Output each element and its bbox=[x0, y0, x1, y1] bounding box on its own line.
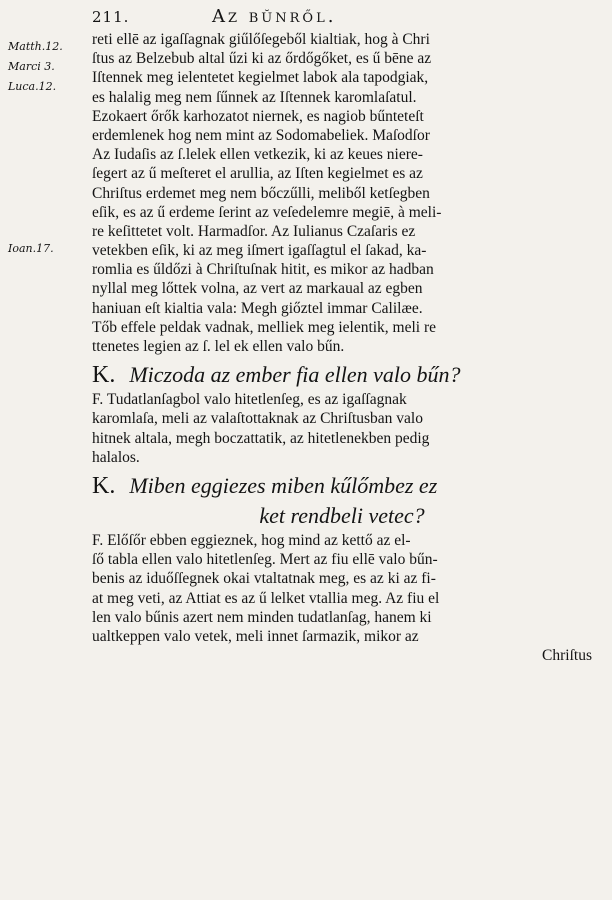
question-text: Miben eggiezes miben kűlőmbez ez bbox=[129, 472, 438, 498]
text-line: Tőb effele peldak vadnak, melliek meg ielentik, meli re bbox=[92, 318, 437, 336]
text-line: F. Előſőr ebben eggieznek, hog mind az kettő az el- bbox=[92, 531, 411, 549]
question-heading bbox=[92, 471, 592, 501]
text-line: re keſittetet volt. Harmadſor. Az Iulianus Czaſaris ez bbox=[92, 222, 416, 240]
text-line: halalos. bbox=[92, 448, 140, 466]
text-line: nyllal meg lőttek volna, az vert az markaual az egben bbox=[92, 280, 423, 298]
text-line: at meg veti, az Attiat es az ű lelket vtallia meg. Az fiu el bbox=[92, 589, 440, 607]
text-line: erdemlenek hog nem mint az Sodomabeliek. Maſodſor bbox=[92, 126, 430, 144]
text-line: ſtus az Belzebub altal űzi ki az őrdőgőket, es ű bēne az bbox=[92, 50, 432, 68]
question-letter: K. bbox=[92, 472, 116, 499]
text-line: vetekben eſik, ki az meg iſmert igaſſagtul el ſakad, ka- bbox=[92, 242, 427, 260]
question-text: ket rendbeli vetec? bbox=[259, 502, 425, 528]
paragraph bbox=[92, 30, 592, 356]
answer-paragraph bbox=[92, 390, 592, 467]
question-letter: K. bbox=[92, 362, 116, 389]
text-line: eſik, es az ű erdeme ſerint az veſedelemre megiē, à meli- bbox=[92, 203, 442, 221]
text-line: Ezokaert őrők karhozatot niernek, es nagiob bűnteteſt bbox=[92, 107, 424, 125]
text-line: hitnek altala, megh boczattatik, az hitetlenekben pedig bbox=[92, 429, 430, 447]
text-line: Az Iudaſis az ſ.lelek ellen vetkezik, ki az keues niere- bbox=[92, 146, 423, 164]
answer-paragraph bbox=[92, 531, 592, 646]
text-line: reti ellē az igaſſagnak giűlőſegeből kialtiak, hog à Chri bbox=[92, 31, 430, 48]
margin-note: Luca.12. bbox=[8, 80, 57, 93]
text-line: F. Tudatlanſagbol valo hitetlenſeg, es az igaſſagnak bbox=[92, 391, 407, 409]
margin-note: Ioan.17. bbox=[8, 242, 54, 255]
page-number: 211. bbox=[92, 8, 130, 26]
text-line: romlia es űldőzi à Chriſtuſnak hitit, es mikor az hadban bbox=[92, 261, 434, 279]
text-line: len valo bűnis azert nem minden tudatlanſag, hanem ki bbox=[92, 608, 432, 626]
text-line: haniuan eſt kialtia vala: Megh giőztel immar Calilæe. bbox=[92, 299, 423, 317]
text-line: ſegert az ű meſteret el arullia, az Iſten kegielmet es az bbox=[92, 165, 423, 183]
text-line: Chriſtus erdemet meg nem bőczűlli, meliből ketſegben bbox=[92, 184, 430, 202]
page-header bbox=[92, 6, 588, 30]
text-line: karomlaſa, meli az valaſtottaknak az Chriſtusban valo bbox=[92, 410, 423, 428]
text-line: Iſtennek meg ielentetet kegielmet labok ala tapodgiak, bbox=[92, 69, 429, 87]
question-text: Miczoda az ember fia ellen valo bűn? bbox=[129, 362, 461, 388]
question-heading bbox=[92, 360, 592, 390]
text-line: es halalig meg nem ſűnnek az Iſtennek karomlaſatul. bbox=[92, 88, 417, 106]
text-line: ttenetes legien az ſ. lel ek ellen valo bűn. bbox=[92, 338, 345, 355]
main-text bbox=[92, 30, 592, 668]
text-line: benis az iduőſſegnek okai vtaltatnak meg, es az ki az fi- bbox=[92, 570, 436, 588]
margin-note: Matth.12. bbox=[8, 40, 63, 53]
margin-note: Marci 3. bbox=[8, 60, 55, 73]
text-line: ſő tabla ellen valo hitetlenſeg. Mert az fiu ellē valo bűn- bbox=[92, 551, 438, 569]
question-heading-continued bbox=[92, 501, 592, 531]
catchword: Chriſtus bbox=[542, 647, 592, 665]
running-title: Az bŭnről. bbox=[212, 6, 337, 27]
text-line: ualtkeppen valo vetek, meli innet ſarmazik, mikor az bbox=[92, 627, 419, 645]
